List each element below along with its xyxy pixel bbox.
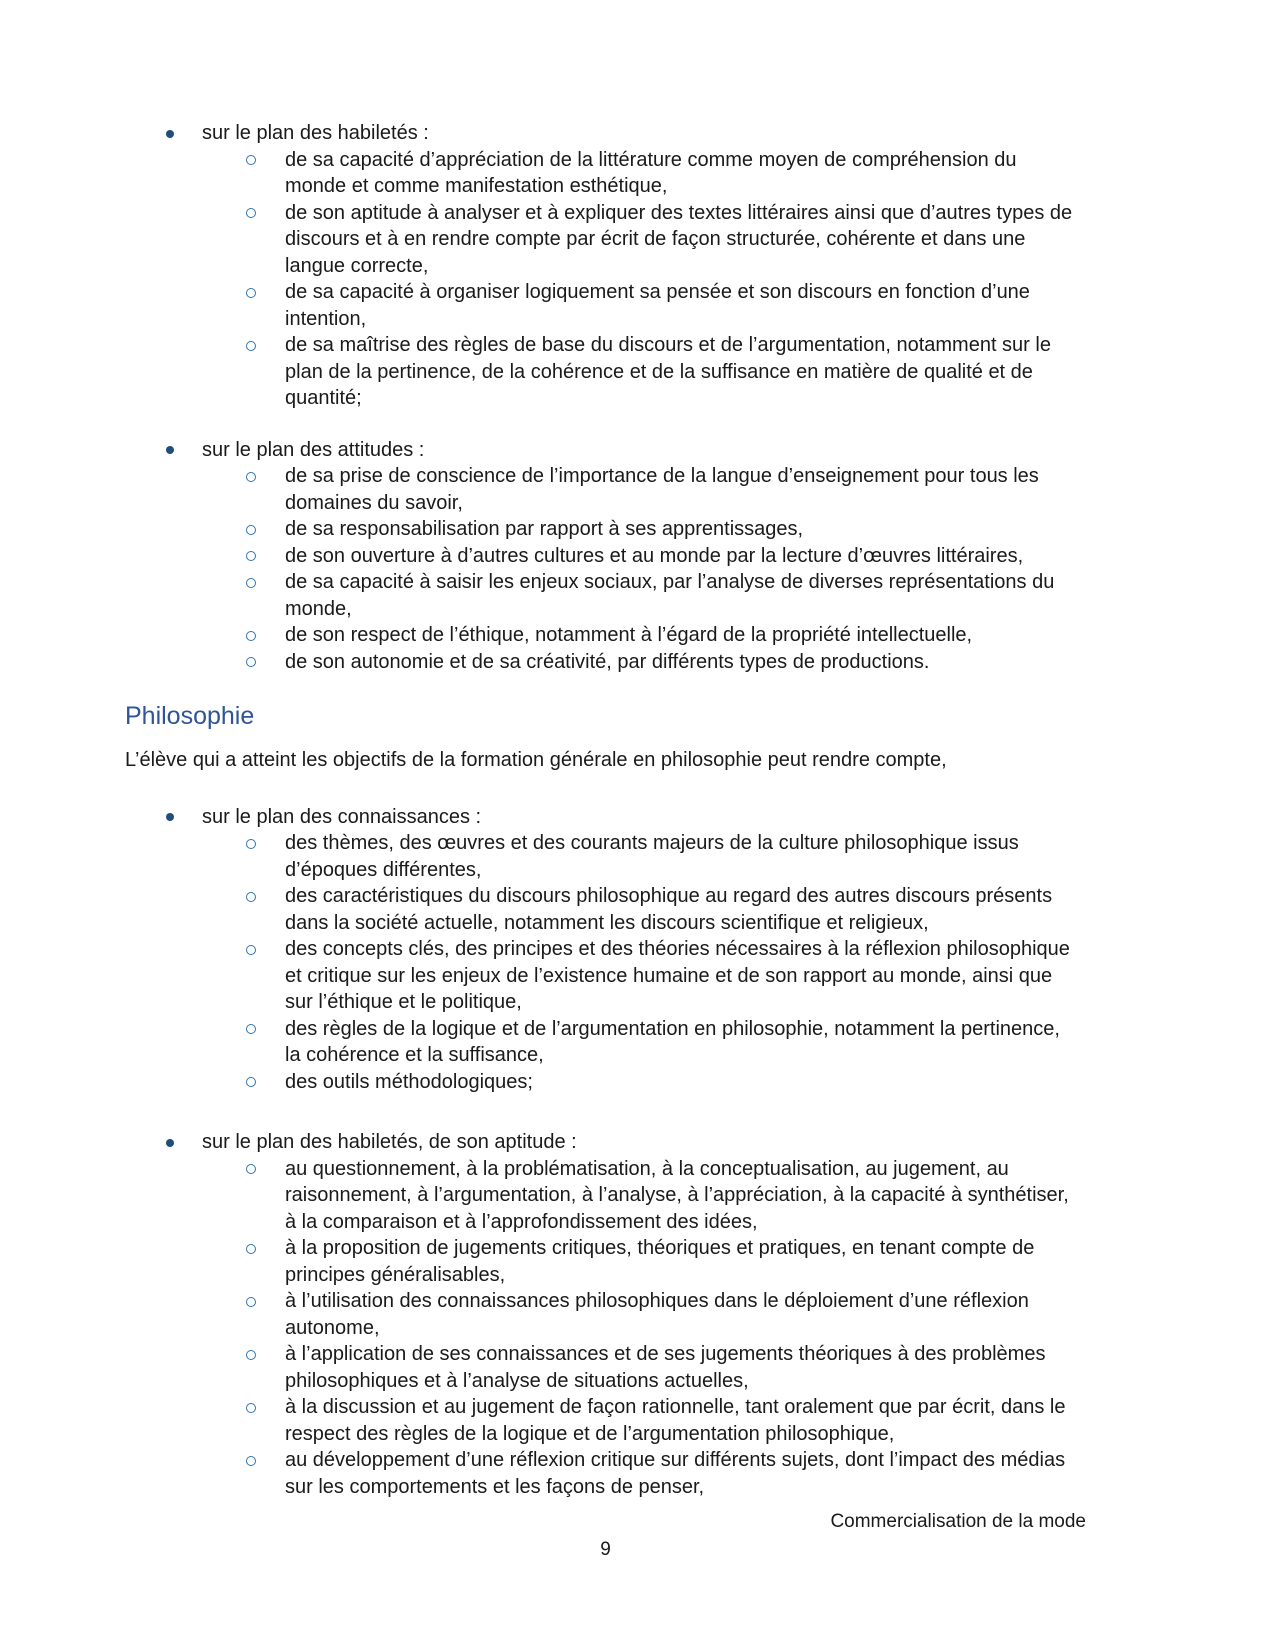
list-item-text: de son respect de l’éthique, notamment à l’égard de la propriété intellectuelle, <box>285 624 973 646</box>
circle-bullet-icon <box>246 155 256 165</box>
circle-bullet-icon <box>246 525 256 535</box>
list-item-text: de sa prise de conscience de l’importance de la langue d’enseignement pour tous les domaines du savoir, <box>285 465 1039 514</box>
section-title: sur le plan des connaissances : <box>202 805 482 828</box>
list-item-text: au développement d’une réflexion critique sur différents sujets, dont l’impact des médias sur les comportements et les façons de penser, <box>285 1449 1066 1498</box>
list-item <box>125 830 1086 883</box>
list-item-text: à l’application de ses connaissances et de ses jugements théoriques à des problèmes philosophiques et à l’analyse de situations actuelles, <box>285 1343 1046 1392</box>
list-item <box>125 332 1086 412</box>
heading-philosophie: Philosophie <box>125 702 255 730</box>
list-item <box>125 463 1086 516</box>
circle-bullet-icon <box>246 1077 256 1087</box>
bullet-icon <box>166 130 174 138</box>
list-item-text: de sa capacité à saisir les enjeux sociaux, par l’analyse de diverses représentations du monde, <box>285 571 1055 620</box>
circle-bullet-icon <box>246 472 256 482</box>
section-title: sur le plan des habiletés, de son aptitude : <box>202 1131 577 1153</box>
list-item <box>125 1016 1086 1069</box>
bullet-icon <box>166 446 174 454</box>
list-item <box>125 622 1086 649</box>
list-item-text: à la proposition de jugements critiques, théoriques et pratiques, en tenant compte de principes généralisables, <box>285 1237 1035 1286</box>
list-item <box>125 1288 1086 1341</box>
circle-bullet-icon <box>246 945 256 955</box>
circle-bullet-icon <box>246 208 256 218</box>
list-item <box>125 1394 1086 1447</box>
circle-bullet-icon <box>246 1244 256 1254</box>
list-item-text: des caractéristiques du discours philosophique au regard des autres discours présents dans la société actuelle, notamment les discours scientifique et religieux, <box>285 885 1053 934</box>
bullet-icon <box>166 813 174 821</box>
list-item <box>125 543 1086 570</box>
section-title-row <box>125 804 1086 831</box>
circle-bullet-icon <box>246 631 256 641</box>
circle-bullet-icon <box>246 839 256 849</box>
list-item <box>125 883 1086 936</box>
list-item-text: de son autonomie et de sa créativité, par différents types de productions. <box>285 650 930 673</box>
list-item-text: de sa responsabilisation par rapport à ses apprentissages, <box>285 518 804 540</box>
circle-bullet-icon <box>246 551 256 561</box>
circle-bullet-icon <box>246 341 256 351</box>
list-item-text: des concepts clés, des principes et des théories nécessaires à la réflexion philosophique et critique sur les enjeux de l’existence humaine et de son rapport au monde, ainsi que sur l’éthique et le politique, <box>285 938 1070 1013</box>
list-item-text: de son ouverture à d’autres cultures et au monde par la lecture d’œuvres littéraires, <box>285 544 1024 567</box>
list-item <box>125 649 1086 676</box>
section-title-row <box>125 437 1086 464</box>
section-title: sur le plan des attitudes : <box>202 438 425 461</box>
list-item <box>125 936 1086 1016</box>
bullet-section-habiletes <box>125 120 1086 412</box>
circle-bullet-icon <box>246 1297 256 1307</box>
list-item-text: des outils méthodologiques; <box>285 1070 533 1093</box>
list-item <box>125 1341 1086 1394</box>
list-item-text: des thèmes, des œuvres et des courants majeurs de la culture philosophique issus d’époques différentes, <box>285 832 1019 881</box>
list-item-text: à l’utilisation des connaissances philosophiques dans le déploiement d’une réflexion autonome, <box>285 1290 1029 1339</box>
bullet-section-connaissances <box>125 804 1086 1096</box>
list-item-text: des règles de la logique et de l’argumentation en philosophie, notamment la pertinence, la cohérence et la suffisance, <box>285 1017 1060 1066</box>
circle-bullet-icon <box>246 892 256 902</box>
footer-program-name: Commercialisation de la mode <box>830 1511 1086 1532</box>
circle-bullet-icon <box>246 578 256 588</box>
list-item <box>125 1235 1086 1288</box>
list-item <box>125 279 1086 332</box>
circle-bullet-icon <box>246 1456 256 1466</box>
list-item <box>125 200 1086 280</box>
section-title-row <box>125 120 1086 147</box>
list-item-text: à la discussion et au jugement de façon rationnelle, tant oralement que par écrit, dans le respect des règles de la logique et de l’argumentation philosophique, <box>285 1396 1066 1445</box>
circle-bullet-icon <box>246 1024 256 1034</box>
circle-bullet-icon <box>246 1350 256 1360</box>
bullet-section-aptitude <box>125 1129 1086 1500</box>
list-item <box>125 1447 1086 1500</box>
bullet-section-attitudes <box>125 437 1086 676</box>
circle-bullet-icon <box>246 288 256 298</box>
list-item <box>125 569 1086 622</box>
page-number: 9 <box>600 1539 611 1560</box>
circle-bullet-icon <box>246 1403 256 1413</box>
bullet-icon <box>166 1139 174 1147</box>
list-item-text: de son aptitude à analyser et à expliquer des textes littéraires ainsi que d’autres types de discours et à en rendre compte par écrit de façon structurée, cohérente et dans une langue correcte, <box>285 201 1073 277</box>
list-item <box>125 147 1086 200</box>
intro-paragraph: L’élève qui a atteint les objectifs de la formation générale en philosophie peut rendre compte, <box>125 749 947 771</box>
circle-bullet-icon <box>246 1164 256 1174</box>
section-title-row <box>125 1129 1086 1156</box>
list-item <box>125 1069 1086 1096</box>
list-item-text: de sa maîtrise des règles de base du discours et de l’argumentation, notamment sur le plan de la pertinence, de la cohérence et de la suffisance en matière de qualité et de quantité; <box>285 334 1051 409</box>
section-title: sur le plan des habiletés : <box>202 122 429 144</box>
circle-bullet-icon <box>246 657 256 667</box>
list-item-text: au questionnement, à la problématisation, à la conceptualisation, au jugement, au raisonnement, à l’argumentation, à l’analyse, à l’appréciation, à la capacité à synthétiser, à la comparaison et à l’approfondissement des idées, <box>285 1157 1069 1233</box>
list-item-text: de sa capacité à organiser logiquement sa pensée et son discours en fonction d’une intention, <box>285 281 1030 330</box>
list-item <box>125 1156 1086 1236</box>
list-item-text: de sa capacité d’appréciation de la littérature comme moyen de compréhension du monde et comme manifestation esthétique, <box>285 148 1017 197</box>
list-item <box>125 516 1086 543</box>
